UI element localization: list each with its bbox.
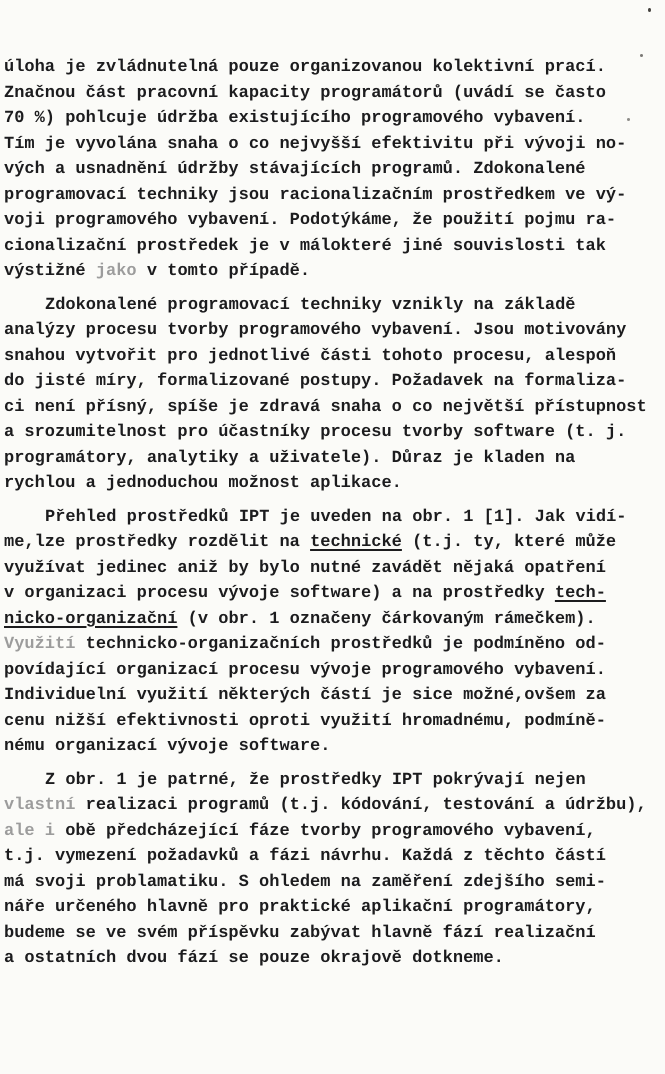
text-line bbox=[4, 208, 665, 234]
text-segment: jako bbox=[95, 262, 137, 281]
text-line bbox=[4, 683, 665, 709]
text-line bbox=[4, 607, 665, 633]
text-segment: do jisté míry, formalizované postupy. Požadavek na formaliza- bbox=[4, 372, 627, 391]
scan-speck bbox=[640, 54, 643, 57]
text-segment: Zdokonalené programovací techniky vznikly na základě bbox=[45, 295, 576, 315]
text-segment: programovací techniky jsou racionalizačním prostředkem ve vý- bbox=[4, 185, 627, 205]
text-line bbox=[4, 946, 665, 972]
text-line bbox=[4, 132, 665, 158]
text-line bbox=[4, 768, 665, 794]
scan-speck bbox=[648, 8, 651, 12]
text-line bbox=[4, 106, 665, 132]
text-segment: má svoji problamatiku. S ohledem na zaměření zdejšího semi- bbox=[4, 872, 606, 892]
text-segment: a srozumitelnost pro účastníky procesu tvorby software (t. j. bbox=[4, 423, 627, 442]
text-segment: úloha je zvládnutelná pouze organizovanou kolektivní prací. bbox=[4, 58, 606, 77]
text-segment: ale i bbox=[4, 821, 56, 841]
text-segment: cionalizační prostředek je v málokteré jiné souvislosti tak bbox=[4, 236, 606, 256]
text-segment: Individuelní využití některých částí je sice možné,ovšem za bbox=[4, 686, 606, 705]
text-line bbox=[4, 446, 665, 472]
text-segment: technicko-organizačních prostředků je podmíněno od- bbox=[75, 635, 606, 654]
text-segment: Využití bbox=[4, 635, 76, 654]
paragraph bbox=[4, 55, 665, 285]
text-line bbox=[4, 734, 665, 760]
text-line bbox=[4, 81, 665, 107]
paragraph bbox=[4, 293, 665, 497]
text-segment: Značnou část pracovní kapacity programátorů (uvádí se často bbox=[4, 83, 606, 103]
text-segment: realizaci programů (t.j. kódování, testování a údržbu), bbox=[75, 796, 647, 815]
document-text bbox=[4, 55, 665, 972]
text-segment: výstižné bbox=[4, 262, 96, 281]
scan-speck bbox=[627, 118, 630, 121]
text-segment: t.j. vymezení požadavků a fázi návrhu. Každá z těchto částí bbox=[4, 847, 606, 866]
text-segment: obě předcházející fáze tvorby programového vybavení, bbox=[55, 821, 596, 841]
text-segment: analýzy procesu tvorby programového vybavení. Jsou motivovány bbox=[4, 321, 627, 340]
text-segment: me,lze prostředky rozdělit na bbox=[4, 533, 311, 552]
text-segment: cenu nižší efektivnosti oproti využití hromadnému, podmíně- bbox=[4, 711, 606, 731]
text-line bbox=[4, 55, 665, 81]
text-segment: Přehled prostředků IPT je uveden na obr. 1 [1]. Jak vidí- bbox=[45, 507, 627, 527]
text-segment: povídající organizací procesu vývoje programového vybavení. bbox=[4, 660, 606, 680]
text-segment: (v obr. 1 označeny čárkovaným rámečkem). bbox=[177, 609, 596, 629]
text-segment: v tomto případě. bbox=[136, 262, 311, 281]
text-segment: programátory, analytiky a uživatele). Důraz je kladen na bbox=[4, 448, 576, 468]
underlined-text: technické bbox=[310, 533, 402, 552]
text-line bbox=[4, 471, 665, 497]
text-segment: vlastní bbox=[4, 796, 76, 815]
text-segment: náře určeného hlavně pro praktické aplikační programátory, bbox=[4, 898, 596, 917]
text-line bbox=[4, 293, 665, 319]
text-segment: 70 %) pohlcuje údržba existujícího programového vybavení. bbox=[4, 109, 586, 128]
text-segment: rychlou a jednoduchou možnost aplikace. bbox=[4, 474, 402, 493]
text-line bbox=[4, 895, 665, 921]
text-line bbox=[4, 793, 665, 819]
text-line bbox=[4, 632, 665, 658]
text-segment: v organizaci procesu vývoje software) a na prostředky bbox=[4, 584, 555, 603]
underlined-text: nicko-organizační bbox=[4, 609, 178, 629]
text-segment: a ostatních dvou fází se pouze okrajově dotkneme. bbox=[4, 949, 504, 968]
text-segment: budeme se ve svém příspěvku zabývat hlavně fází realizační bbox=[4, 923, 596, 943]
text-line bbox=[4, 234, 665, 260]
text-line bbox=[4, 844, 665, 870]
text-line bbox=[4, 709, 665, 735]
underlined-text: tech- bbox=[554, 584, 606, 603]
text-segment: ci není přísný, spíše je zdravá snaha o co největší přístupnost bbox=[4, 397, 647, 417]
text-line bbox=[4, 556, 665, 582]
text-segment: vých a usnadnění údržby stávajících programů. Zdokonalené bbox=[4, 160, 586, 179]
text-line bbox=[4, 369, 665, 395]
text-line bbox=[4, 921, 665, 947]
text-line bbox=[4, 344, 665, 370]
text-line bbox=[4, 420, 665, 446]
text-line bbox=[4, 157, 665, 183]
text-segment: (t.j. ty, které může bbox=[401, 533, 617, 552]
text-segment: Z obr. 1 je patrné, že prostředky IPT pokrývají nejen bbox=[45, 770, 586, 790]
text-segment: využívat jedinec aniž by bylo nutné zavádět nějaká opatření bbox=[4, 558, 606, 578]
text-line bbox=[4, 395, 665, 421]
text-segment: voji programového vybavení. Podotýkáme, že použití pojmu ra- bbox=[4, 211, 617, 230]
text-segment: Tím je vyvolána snaha o co nejvyšší efektivitu při vývoji no- bbox=[4, 134, 627, 154]
text-line bbox=[4, 658, 665, 684]
text-line bbox=[4, 318, 665, 344]
text-line bbox=[4, 581, 665, 607]
paragraph bbox=[4, 768, 665, 972]
text-segment: snahou vytvořit pro jednotlivé části tohoto procesu, alespoň bbox=[4, 346, 617, 366]
text-line bbox=[4, 819, 665, 845]
paragraph bbox=[4, 505, 665, 760]
text-line bbox=[4, 259, 665, 285]
text-line bbox=[4, 183, 665, 209]
text-segment: nému organizací vývoje software. bbox=[4, 737, 331, 756]
text-line bbox=[4, 530, 665, 556]
text-line bbox=[4, 870, 665, 896]
text-line bbox=[4, 505, 665, 531]
